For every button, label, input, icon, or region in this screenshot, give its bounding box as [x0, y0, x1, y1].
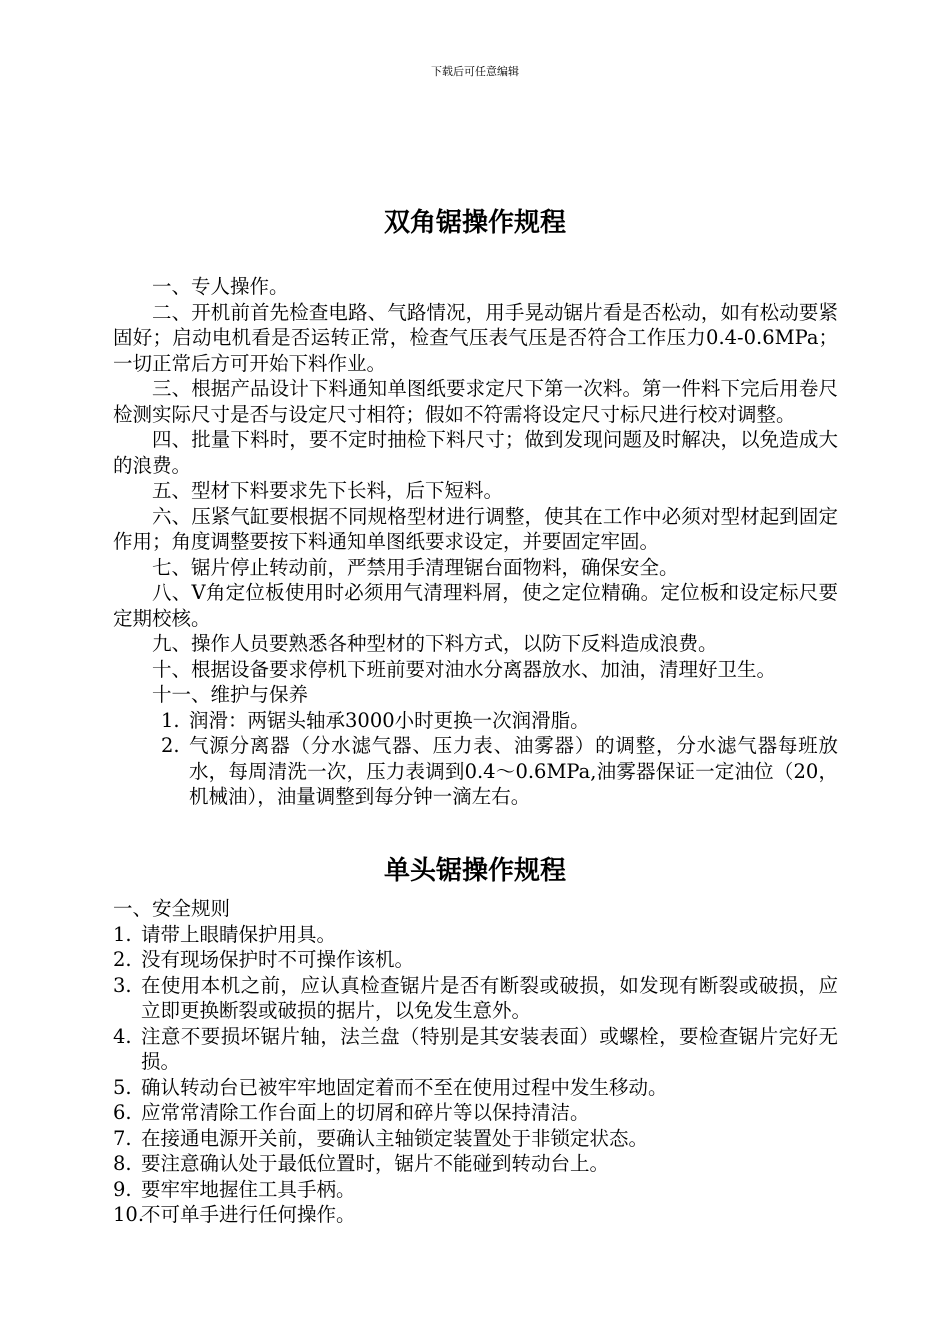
list-text: 请带上眼睛保护用具。 [141, 922, 337, 946]
list-item [113, 1177, 838, 1203]
list-item [113, 733, 838, 810]
paragraph: 七、锯片停止转动前，严禁用手清理锯台面物料，确保安全。 [152, 555, 679, 579]
paragraph: 二、开机前首先检查电路、气路情况，用手晃动锯片看是否松动，如有松动要紧固好；启动电机看是否运转正常，检查气压表气压是否符合工作压力0.4-0.6MPa；一切正常后方可开始下料作业。 [113, 300, 838, 375]
list-number: 10. [113, 1203, 145, 1226]
list-number: 5. [113, 1075, 132, 1099]
list-item [113, 1024, 838, 1075]
double-miter-saw-section [113, 274, 838, 810]
list-number: 2. [161, 734, 180, 757]
paragraph: 三、根据产品设计下料通知单图纸要求定尺下第一次料。第一件料下完后用卷尺检测实际尺寸是否与设定尺寸相符；假如不符需将设定尺寸标尺进行校对调整。 [113, 377, 838, 426]
list-item [113, 1100, 838, 1126]
list-item [113, 708, 838, 734]
list-number: 1. [113, 922, 132, 946]
maintenance-list [113, 708, 838, 810]
paragraph: 四、批量下料时，要不定时抽检下料尺寸；做到发现问题及时解决，以免造成大的浪费。 [113, 428, 838, 477]
list-text: 在接通电源开关前，要确认主轴锁定装置处于非锁定状态。 [141, 1126, 649, 1150]
list-text: 气源分离器（分水滤气器、压力表、油雾器）的调整，分水滤气器每班放水，每周清洗一次，压力表调到0.4～0.6MPa,油雾器保证一定油位（20，机械油），油量调整到每分钟一滴左右。 [189, 734, 838, 808]
list-text: 在使用本机之前，应认真检查锯片是否有断裂或破损，如发现有断裂或破损，应立即更换断裂或破损的据片，以免发生意外。 [141, 973, 838, 1022]
list-number: 2. [113, 948, 132, 971]
list-text: 要注意确认处于最低位置时，锯片不能碰到转动台上。 [141, 1152, 610, 1175]
maintenance-heading: 十一、维护与保养 [152, 683, 309, 706]
list-item [113, 1075, 838, 1101]
single-head-saw-title: 单头锯操作规程 [383, 856, 566, 886]
list-text: 应常常清除工作台面上的切屑和碎片等以保持清洁。 [141, 1101, 590, 1124]
list-number: 6. [113, 1101, 132, 1124]
list-number: 9. [113, 1177, 132, 1201]
list-item [113, 947, 838, 973]
safety-rules-list [113, 922, 838, 1228]
single-head-saw-section [113, 896, 838, 1228]
paragraph: 八、V角定位板使用时必须用气清理料屑，使之定位精确。定位板和设定标尺要定期校核。 [113, 581, 838, 630]
list-item [113, 973, 838, 1024]
page-header: 下载后可任意编辑 [431, 65, 519, 78]
list-item [113, 1202, 838, 1228]
list-text: 注意不要损坏锯片轴，法兰盘（特别是其安装表面）或螺栓，要检查锯片完好无损。 [141, 1024, 838, 1073]
paragraph: 一、专人操作。 [152, 275, 289, 298]
list-number: 3. [113, 973, 132, 997]
list-number: 8. [113, 1152, 132, 1175]
paragraph: 九、操作人员要熟悉各种型材的下料方式，以防下反料造成浪费。 [152, 632, 718, 655]
list-text: 要牢牢地握住工具手柄。 [141, 1177, 356, 1201]
safety-rules-heading: 一、安全规则 [113, 897, 231, 920]
list-text: 润滑：两锯头轴承3000小时更换一次润滑脂。 [189, 708, 590, 732]
list-text: 确认转动台已被牢牢地固定着而不至在使用过程中发生移动。 [141, 1075, 668, 1099]
list-text: 不可单手进行任何操作。 [141, 1203, 356, 1226]
paragraph: 五、型材下料要求先下长料，后下短料。 [152, 479, 504, 502]
list-number: 1. [161, 708, 180, 732]
list-item [113, 922, 838, 948]
list-item [113, 1126, 838, 1152]
list-item [113, 1151, 838, 1177]
list-number: 4. [113, 1024, 132, 1048]
paragraph: 六、压紧气缸要根据不同规格型材进行调整，使其在工作中必须对型材起到固定作用；角度调整要按下料通知单图纸要求设定，并要固定牢固。 [113, 504, 838, 553]
list-text: 没有现场保护时不可操作该机。 [141, 948, 415, 971]
paragraph: 十、根据设备要求停机下班前要对油水分离器放水、加油，清理好卫生。 [152, 657, 777, 681]
double-miter-saw-title: 双角锯操作规程 [383, 208, 566, 238]
list-number: 7. [113, 1126, 132, 1150]
